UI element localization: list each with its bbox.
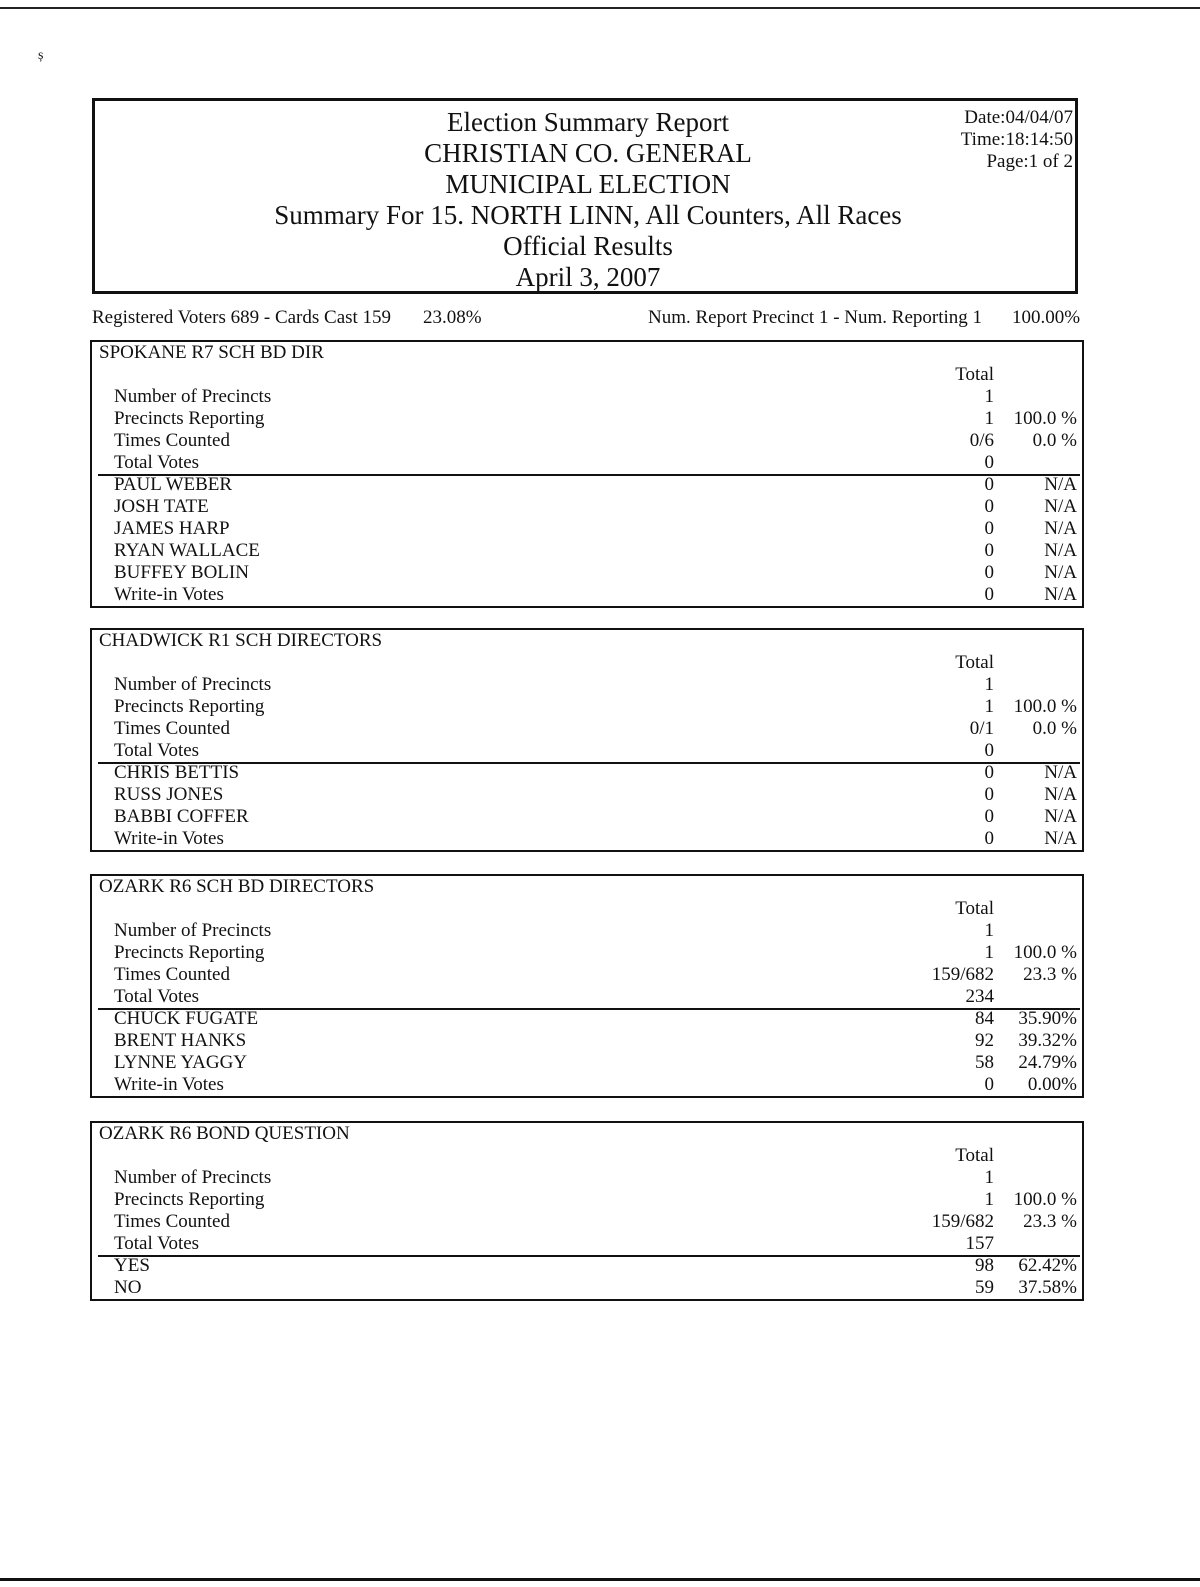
stat-row: [92, 718, 1082, 740]
candidate-row: [92, 1052, 1082, 1074]
scan-edge-bottom: [0, 1578, 1200, 1581]
report-time: Time:18:14:50: [960, 129, 1073, 150]
candidate-row-pct: N/A: [1044, 474, 1077, 495]
candidate-row-label: CHRIS BETTIS: [114, 762, 240, 783]
stat-row-label: Total Votes: [114, 986, 200, 1007]
candidate-row: [92, 762, 1082, 784]
stat-row-label: Number of Precincts: [114, 386, 272, 407]
report-title-line: Election Summary Report: [447, 107, 729, 137]
stat-row: [92, 920, 1082, 942]
candidate-row-label: Write-in Votes: [114, 1074, 224, 1095]
scan-edge-top: [0, 0, 1200, 9]
stat-row-pct: 100.0 %: [1013, 696, 1077, 717]
candidate-row: [92, 584, 1082, 606]
stat-row: [92, 1211, 1082, 1233]
report-title-block: [95, 107, 1081, 293]
stat-row: [92, 964, 1082, 986]
stat-row: [92, 1167, 1082, 1189]
candidate-row-pct: 24.79%: [1018, 1052, 1077, 1073]
candidate-row-pct: N/A: [1044, 518, 1077, 539]
stat-row-total: 234: [965, 986, 994, 1007]
stat-row-label: Precincts Reporting: [114, 696, 265, 717]
stat-row-total: 157: [965, 1233, 994, 1254]
stat-row-total: 0/1: [969, 718, 994, 739]
race-table: [90, 1121, 1084, 1301]
candidate-row-pct: N/A: [1044, 784, 1077, 805]
stat-row-label: Times Counted: [114, 718, 230, 739]
candidate-row-total: 92: [975, 1030, 994, 1051]
candidate-row-pct: N/A: [1044, 584, 1077, 605]
candidate-row-total: 0: [984, 474, 994, 495]
candidate-row-total: 0: [984, 496, 994, 517]
report-title-line: MUNICIPAL ELECTION: [445, 169, 731, 199]
candidate-row-pct: N/A: [1044, 496, 1077, 517]
candidate-row: [92, 518, 1082, 540]
candidate-row-label: RYAN WALLACE: [114, 540, 260, 561]
stat-row-pct: 100.0 %: [1013, 942, 1077, 963]
candidate-row: [92, 784, 1082, 806]
race-title: OZARK R6 BOND QUESTION: [99, 1123, 350, 1144]
stat-row-total: 1: [984, 696, 994, 717]
candidate-row-total: 0: [984, 806, 994, 827]
stat-row-total: 1: [984, 386, 994, 407]
candidate-row-label: JAMES HARP: [114, 518, 230, 539]
candidate-row: [92, 540, 1082, 562]
candidate-row-pct: N/A: [1044, 562, 1077, 583]
candidate-row: [92, 1074, 1082, 1096]
candidate-row-label: BABBI COFFER: [114, 806, 249, 827]
candidate-row-label: Write-in Votes: [114, 828, 224, 849]
stat-row-total: 1: [984, 674, 994, 695]
report-title-line: April 3, 2007: [515, 262, 661, 292]
candidate-row-total: 0: [984, 584, 994, 605]
stat-row-pct: 0.0 %: [1032, 430, 1077, 451]
stat-row-total: 159/682: [931, 1211, 994, 1232]
candidate-row-label: YES: [114, 1255, 150, 1276]
stat-row: [92, 696, 1082, 718]
reporting-pct: 100.00%: [1012, 307, 1081, 328]
stat-row: [92, 452, 1082, 474]
stat-row: [92, 1189, 1082, 1211]
total-column-header: Total: [955, 898, 994, 919]
candidate-row-total: 0: [984, 1074, 994, 1095]
stat-row-total: 159/682: [931, 964, 994, 985]
candidate-row-total: 0: [984, 828, 994, 849]
stat-row-total: 1: [984, 1167, 994, 1188]
candidate-row-pct: 0.00%: [1027, 1074, 1077, 1095]
candidate-row-total: 58: [975, 1052, 994, 1073]
candidate-row-total: 0: [984, 562, 994, 583]
report-meta: [961, 107, 1073, 173]
stat-row: [92, 386, 1082, 408]
candidate-row: [92, 496, 1082, 518]
candidate-row-label: Write-in Votes: [114, 584, 224, 605]
stat-row: [92, 430, 1082, 452]
registered-voters: Registered Voters 689 - Cards Cast 159: [92, 307, 392, 328]
stat-row-pct: 0.0 %: [1032, 718, 1077, 739]
candidate-row-total: 59: [975, 1277, 994, 1298]
candidate-row-label: NO: [114, 1277, 142, 1298]
stat-row-total: 1: [984, 408, 994, 429]
stat-row-pct: 23.3 %: [1023, 964, 1077, 985]
candidate-row-pct: 35.90%: [1018, 1008, 1077, 1029]
turnout-pct: 23.08%: [423, 307, 482, 328]
candidate-row-total: 0: [984, 518, 994, 539]
race-title: OZARK R6 SCH BD DIRECTORS: [99, 876, 375, 897]
report-title-line: CHRISTIAN CO. GENERAL: [424, 138, 752, 168]
stat-row-label: Total Votes: [114, 452, 200, 473]
stat-row-label: Times Counted: [114, 964, 230, 985]
candidate-row: [92, 828, 1082, 850]
stat-row-pct: 100.0 %: [1013, 1189, 1077, 1210]
stat-row-label: Precincts Reporting: [114, 942, 265, 963]
stat-row-pct: 23.3 %: [1023, 1211, 1077, 1232]
candidate-row-label: RUSS JONES: [114, 784, 224, 805]
race-title: CHADWICK R1 SCH DIRECTORS: [99, 630, 383, 651]
race-table: [90, 340, 1084, 608]
stat-row: [92, 674, 1082, 696]
race-title: SPOKANE R7 SCH BD DIR: [99, 342, 324, 363]
stat-row: [92, 408, 1082, 430]
report-date: Date:04/04/07: [964, 107, 1073, 128]
stat-row-total: 0: [984, 452, 994, 473]
stat-row-total: 1: [984, 920, 994, 941]
candidate-row-total: 84: [975, 1008, 994, 1029]
stat-row-label: Number of Precincts: [114, 674, 272, 695]
report-header: [92, 98, 1078, 294]
candidate-row-pct: 62.42%: [1018, 1255, 1077, 1276]
stat-row-total: 1: [984, 1189, 994, 1210]
candidate-row: [92, 562, 1082, 584]
stat-row-label: Number of Precincts: [114, 1167, 272, 1188]
candidate-row: [92, 1255, 1082, 1277]
candidate-row-pct: N/A: [1044, 540, 1077, 561]
stat-row-total: 0/6: [969, 430, 994, 451]
candidate-row-total: 98: [975, 1255, 994, 1276]
scan-mark: ș: [38, 48, 44, 63]
stat-row-label: Times Counted: [114, 1211, 230, 1232]
stat-row-pct: 100.0 %: [1013, 408, 1077, 429]
candidate-row-pct: 39.32%: [1018, 1030, 1077, 1051]
candidate-row-label: LYNNE YAGGY: [114, 1052, 248, 1073]
stat-row: [92, 740, 1082, 762]
report-title-line: Summary For 15. NORTH LINN, All Counters, All Races: [274, 200, 902, 230]
race-table: [90, 628, 1084, 852]
stat-row-label: Total Votes: [114, 1233, 200, 1254]
candidate-row-pct: N/A: [1044, 762, 1077, 783]
candidate-row: [92, 1008, 1082, 1030]
stat-row-total: 0: [984, 740, 994, 761]
candidate-row-total: 0: [984, 762, 994, 783]
stat-row-label: Number of Precincts: [114, 920, 272, 941]
candidate-row-label: CHUCK FUGATE: [114, 1008, 259, 1029]
report-page: Page:1 of 2: [986, 151, 1073, 172]
candidate-row-label: BRENT HANKS: [114, 1030, 247, 1051]
candidate-row-pct: N/A: [1044, 806, 1077, 827]
candidate-row-label: JOSH TATE: [114, 496, 209, 517]
stat-row: [92, 986, 1082, 1008]
stat-row: [92, 942, 1082, 964]
stat-row-label: Times Counted: [114, 430, 230, 451]
candidate-row-pct: 37.58%: [1018, 1277, 1077, 1298]
total-column-header: Total: [955, 1145, 994, 1166]
candidate-row: [92, 1277, 1082, 1299]
precinct-reporting: Num. Report Precinct 1 - Num. Reporting 1: [648, 307, 983, 328]
race-table: [90, 874, 1084, 1098]
candidate-row: [92, 474, 1082, 496]
report-title-line: Official Results: [503, 231, 673, 261]
candidate-row: [92, 1030, 1082, 1052]
candidate-row-label: PAUL WEBER: [114, 474, 233, 495]
candidate-row-total: 0: [984, 540, 994, 561]
stat-row-total: 1: [984, 942, 994, 963]
stat-row-label: Precincts Reporting: [114, 408, 265, 429]
candidate-row-pct: N/A: [1044, 828, 1077, 849]
total-column-header: Total: [955, 364, 994, 385]
stat-row: [92, 1233, 1082, 1255]
stat-row-label: Precincts Reporting: [114, 1189, 265, 1210]
candidate-row-label: BUFFEY BOLIN: [114, 562, 249, 583]
candidate-row-total: 0: [984, 784, 994, 805]
stat-row-label: Total Votes: [114, 740, 200, 761]
candidate-row: [92, 806, 1082, 828]
total-column-header: Total: [955, 652, 994, 673]
